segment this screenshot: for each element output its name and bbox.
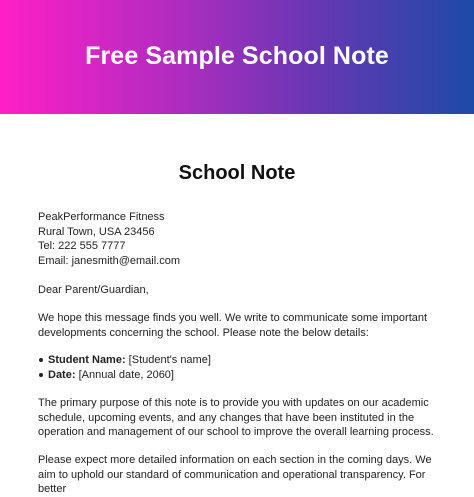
list-item (38, 353, 438, 368)
details-list (38, 353, 438, 382)
address-block (38, 210, 438, 268)
purpose-paragraph: The primary purpose of this note is to provide you with updates on our academic schedule, upcoming events, and any changes that have been instituted in the operation and management of our school to improve the overall learning process. (38, 397, 434, 438)
bullet-value: [Annual date, 2060] (75, 368, 174, 381)
header-banner (0, 0, 474, 114)
bullet-label: Student Name: (48, 354, 126, 366)
document-title: School Note (178, 162, 296, 184)
address-org: PeakPerformance Fitness (38, 211, 165, 223)
address-email: Email: janesmith@email.com (38, 254, 180, 267)
banner-title: Free Sample School Note (85, 41, 389, 70)
bullet-value: [Student's name] (125, 354, 211, 366)
list-item (38, 368, 438, 383)
address-city: Rural Town, USA 23456 (38, 225, 155, 238)
bullet-label: Date: (48, 368, 76, 381)
expect-paragraph: Please expect more detailed information on each section in the coming days. We aim to uphold our standard of communication and operational transparency. For better (38, 454, 432, 495)
address-tel: Tel: 222 555 7777 (38, 240, 126, 252)
intro-paragraph: We hope this message finds you well. We write to communicate some important developments concerning the school. Please note the below details: (38, 312, 428, 339)
greeting: Dear Parent/Guardian, (38, 284, 149, 296)
